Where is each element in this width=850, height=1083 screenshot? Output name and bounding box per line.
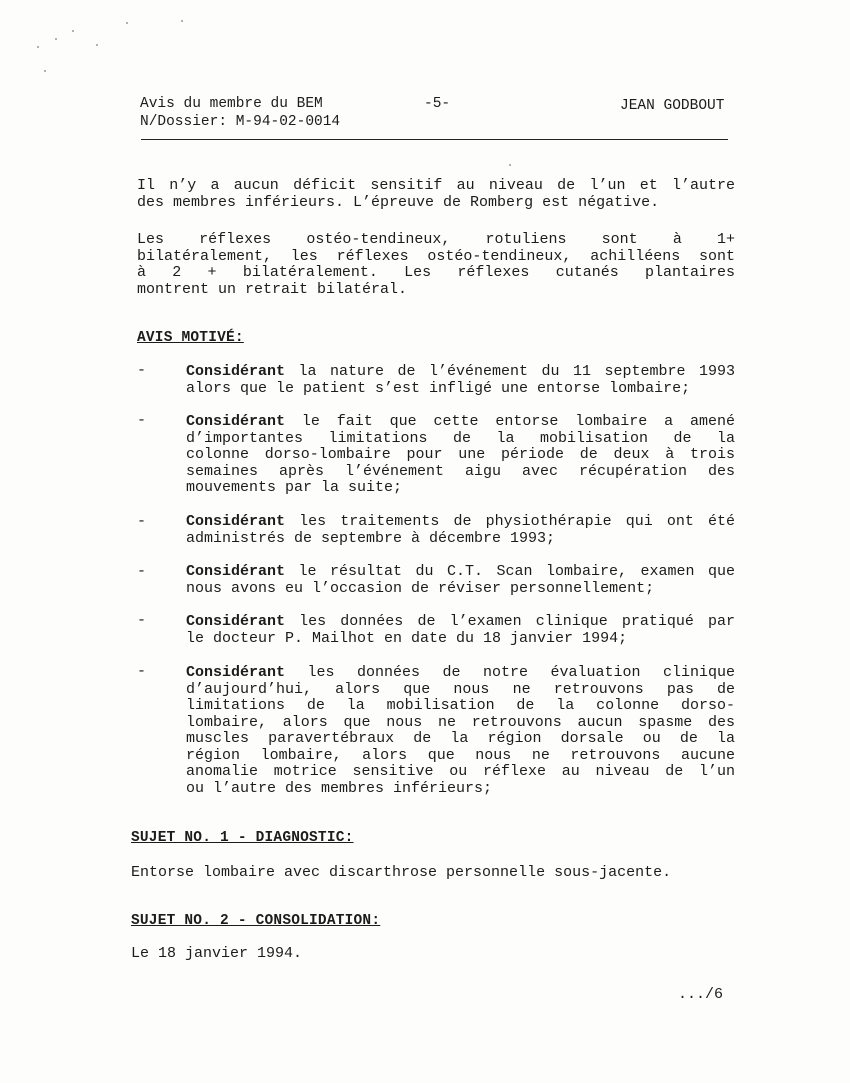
bullet-dash: - bbox=[137, 362, 147, 379]
bullet-dash: - bbox=[137, 663, 147, 680]
item-text: le fait que cette entorse lombaire a amené bbox=[301, 413, 735, 430]
item-line: administrés de septembre à décembre 1993; bbox=[186, 529, 556, 547]
bullet-dash: - bbox=[137, 563, 147, 580]
bullet-dash: - bbox=[137, 412, 147, 429]
header-title: Avis du membre du BEM bbox=[140, 96, 323, 112]
bullet-dash: - bbox=[137, 612, 147, 629]
paragraph-line: bilatéralement, les réflexes ostéo-tendineux, achilléens sont bbox=[137, 247, 735, 265]
item-line: d’importantes limitations de la mobilisation de la bbox=[186, 429, 735, 447]
header-divider bbox=[141, 139, 728, 140]
item-line: lombaire, alors que nous ne retrouvons aucun spasme des bbox=[186, 713, 735, 731]
item-text: la nature de l’événement du 11 septembre 1993 bbox=[298, 363, 735, 380]
considerant-item-2 bbox=[186, 414, 735, 497]
considerant-keyword: Considérant bbox=[186, 413, 286, 430]
section-heading-consolidation: SUJET NO. 2 - CONSOLIDATION: bbox=[131, 913, 381, 929]
item-line bbox=[186, 564, 735, 581]
consolidation-date: Le 18 janvier 1994. bbox=[131, 945, 303, 962]
page-number: -5- bbox=[424, 96, 451, 112]
considerant-item-1 bbox=[186, 364, 735, 397]
item-line: nous avons eu l’occasion de réviser personnellement; bbox=[186, 579, 655, 597]
item-line: le docteur P. Mailhot en date du 18 janvier 1994; bbox=[186, 629, 628, 647]
section-heading-avis-motive: AVIS MOTIVÉ: bbox=[137, 330, 244, 346]
item-line bbox=[186, 665, 735, 682]
considerant-keyword: Considérant bbox=[186, 363, 286, 380]
item-line: d’aujourd’hui, alors que nous ne retrouvons pas de bbox=[186, 680, 735, 698]
considerant-item-4 bbox=[186, 564, 735, 597]
paragraph-line: à 2 + bilatéralement. Les réflexes cutanés plantaires bbox=[137, 264, 735, 281]
considerant-keyword: Considérant bbox=[186, 513, 286, 530]
item-line bbox=[186, 514, 735, 531]
item-line: alors que le patient s’est infligé une entorse lombaire; bbox=[186, 379, 691, 397]
item-line bbox=[186, 364, 735, 381]
paragraph-sensory bbox=[137, 178, 735, 211]
item-line: mouvements par la suite; bbox=[186, 479, 403, 496]
bullet-dash: - bbox=[137, 513, 147, 530]
continued-page-marker: .../6 bbox=[678, 986, 724, 1003]
paragraph-line: des membres inférieurs. L’épreuve de Romberg est négative. bbox=[137, 193, 660, 211]
item-text: les données de notre évaluation clinique bbox=[307, 664, 735, 681]
item-line bbox=[186, 414, 735, 431]
paragraph-line: montrent un retrait bilatéral. bbox=[137, 280, 408, 298]
diagnostic-text: Entorse lombaire avec discarthrose personnelle sous-jacente. bbox=[131, 864, 672, 881]
author-name: JEAN GODBOUT bbox=[620, 98, 725, 114]
item-text: les données de l’examen clinique pratiqué par bbox=[299, 613, 735, 630]
item-line: région lombaire, alors que nous ne retrouvons aucune bbox=[186, 746, 735, 764]
item-line: colonne dorso-lombaire pour une période de deux à trois bbox=[186, 446, 735, 463]
file-number: N/Dossier: M-94-02-0014 bbox=[140, 114, 341, 130]
considerant-keyword: Considérant bbox=[186, 664, 286, 681]
item-line: limitations de la mobilisation de la colonne dorso- bbox=[186, 697, 735, 714]
considerant-item-6 bbox=[186, 665, 735, 797]
item-line bbox=[186, 614, 735, 631]
paragraph-reflexes bbox=[137, 232, 735, 298]
considerant-keyword: Considérant bbox=[186, 613, 286, 630]
item-text: le résultat du C.T. Scan lombaire, examen que bbox=[298, 563, 735, 580]
considerant-item-3 bbox=[186, 514, 735, 547]
section-heading-diagnostic: SUJET NO. 1 - DIAGNOSTIC: bbox=[131, 830, 354, 846]
considerant-keyword: Considérant bbox=[186, 563, 286, 580]
considerant-item-5 bbox=[186, 614, 735, 647]
item-line: muscles paravertébraux de la région dorsale ou de la bbox=[186, 730, 735, 747]
paragraph-line: Il n’y a aucun déficit sensitif au niveau de l’un et l’autre bbox=[137, 177, 735, 194]
item-text: les traitements de physiothérapie qui ont été bbox=[299, 513, 735, 530]
paragraph-line: Les réflexes ostéo-tendineux, rotuliens sont à 1+ bbox=[137, 231, 735, 248]
item-line: semaines après l’événement aigu avec récupération des bbox=[186, 462, 735, 480]
item-line: ou l’autre des membres inférieurs; bbox=[186, 779, 493, 797]
item-line: anomalie motrice sensitive ou réflexe au niveau de l’un bbox=[186, 763, 735, 780]
